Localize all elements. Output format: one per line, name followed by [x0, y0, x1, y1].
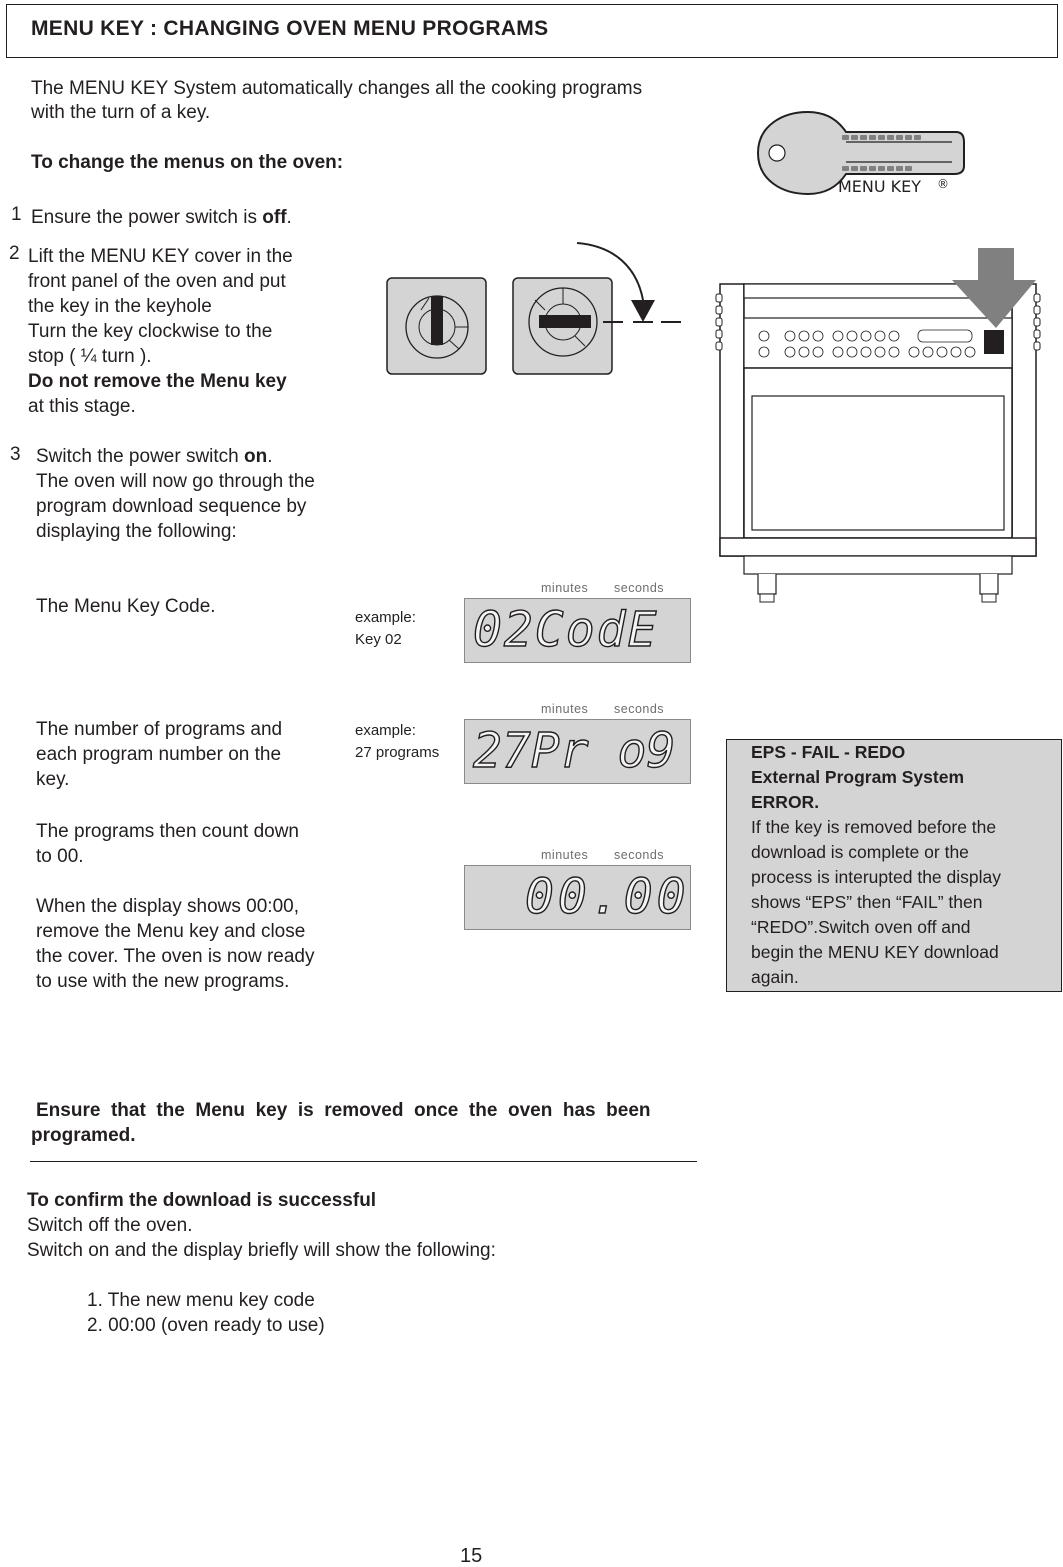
display-3-desc-1: The programs then count down	[36, 821, 299, 842]
eps-heading-2: External Program System	[751, 767, 965, 787]
step-2-warning: Do not remove the Menu key	[28, 371, 287, 392]
display-3-desc-2: to 00.	[36, 846, 84, 867]
step-1-bold: off	[262, 207, 287, 228]
section-divider	[30, 1161, 697, 1162]
keyhole-illustration	[385, 238, 685, 378]
display-1-example: example: Key 02	[355, 609, 416, 648]
intro-line-2: with the turn of a key.	[31, 102, 211, 123]
confirm-heading: To confirm the download is successful	[27, 1190, 377, 1211]
page-number: 15	[460, 1545, 483, 1567]
display-3-seconds-caption: seconds	[614, 848, 665, 862]
confirm-list-item-2: 2. 00:00 (oven ready to use)	[87, 1315, 325, 1336]
display-2-seconds-caption: seconds	[614, 702, 665, 716]
step-2-line-3: the key in the keyhole	[28, 296, 212, 317]
step-3-number: 3	[10, 444, 21, 465]
warning-line-1: Ensure that the Menu key is removed once the oven has been	[36, 1100, 651, 1121]
display-2-desc-2: each program number on the	[36, 744, 282, 765]
display-1-desc: The Menu Key Code.	[36, 596, 216, 617]
step-3-line-2: program download sequence by	[36, 496, 307, 517]
oven-illustration	[714, 246, 1044, 606]
display-3-desc-6: to use with the new programs.	[36, 971, 290, 992]
eps-error-box	[726, 739, 1062, 992]
eps-line-3: process is interupted the display	[751, 867, 1001, 887]
eps-line-1: If the key is removed before the	[751, 817, 997, 837]
display-3-desc-5: the cover. The oven is now ready	[36, 946, 315, 967]
display-1-minutes-caption: minutes	[541, 581, 589, 595]
display-3-readout: 00.00	[525, 869, 690, 925]
eps-heading-1: EPS - FAIL - REDO	[751, 742, 906, 762]
eps-line-4: shows “EPS” then “FAIL” then	[751, 892, 983, 912]
step-3-line-1: The oven will now go through the	[36, 471, 315, 492]
page-title: MENU KEY : CHANGING OVEN MENU PROGRAMS	[31, 17, 549, 40]
menu-key-illustration	[756, 108, 968, 198]
display-3-desc-4: remove the Menu key and close	[36, 921, 306, 942]
display-2-minutes-caption: minutes	[541, 702, 589, 716]
confirm-list-item-1: 1. The new menu key code	[87, 1290, 315, 1311]
step-2-tail: at this stage.	[28, 396, 136, 417]
eps-line-2: download is complete or the	[751, 842, 969, 862]
step-1-number: 1	[11, 204, 22, 225]
display-1-seconds-caption: seconds	[614, 581, 665, 595]
step-3-bold: on	[244, 446, 268, 467]
display-2-desc-3: key.	[36, 769, 70, 790]
display-3-minutes-caption: minutes	[541, 848, 589, 862]
eps-heading-3: ERROR.	[751, 792, 820, 812]
confirm-line-2: Switch on and the display briefly will show the following:	[27, 1240, 496, 1261]
warning-line-2: programed.	[31, 1125, 136, 1146]
confirm-line-1: Switch off the oven.	[27, 1215, 193, 1236]
display-2-lcd	[464, 719, 691, 784]
step-2-line-5: stop ( ¼ turn ).	[28, 346, 152, 367]
eps-line-7: again.	[751, 967, 799, 987]
step-1-text: Ensure the power switch is off.	[31, 207, 292, 228]
intro-line-1: The MENU KEY System automatically changes all the cooking programs	[31, 78, 643, 99]
eps-line-6: begin the MENU KEY download	[751, 942, 999, 962]
display-2-desc-1: The number of programs and	[36, 719, 283, 740]
intro-subheading: To change the menus on the oven:	[31, 152, 344, 173]
step-2-line-1: Lift the MENU KEY cover in the	[28, 246, 293, 267]
eps-line-5: “REDO”.Switch oven off and	[751, 917, 971, 937]
menu-key-logo-text: MENU KEY	[838, 177, 922, 196]
step-2-line-4: Turn the key clockwise to the	[28, 321, 273, 342]
display-2-readout: 27Pr o9	[473, 723, 676, 779]
display-2-example: example: 27 programs	[355, 722, 440, 761]
display-3-lcd	[464, 865, 691, 930]
step-3-text: Switch the power switch on.	[36, 446, 273, 467]
display-3-desc-3: When the display shows 00:00,	[36, 896, 299, 917]
step-2-line-2: front panel of the oven and put	[28, 271, 286, 292]
step-3-line-3: displaying the following:	[36, 521, 237, 542]
display-1-lcd	[464, 598, 691, 663]
display-1-readout: 02CodE	[473, 602, 659, 658]
menu-key-registered-mark: ®	[937, 177, 949, 191]
step-2-number: 2	[9, 243, 20, 264]
title-bar	[6, 4, 1058, 58]
